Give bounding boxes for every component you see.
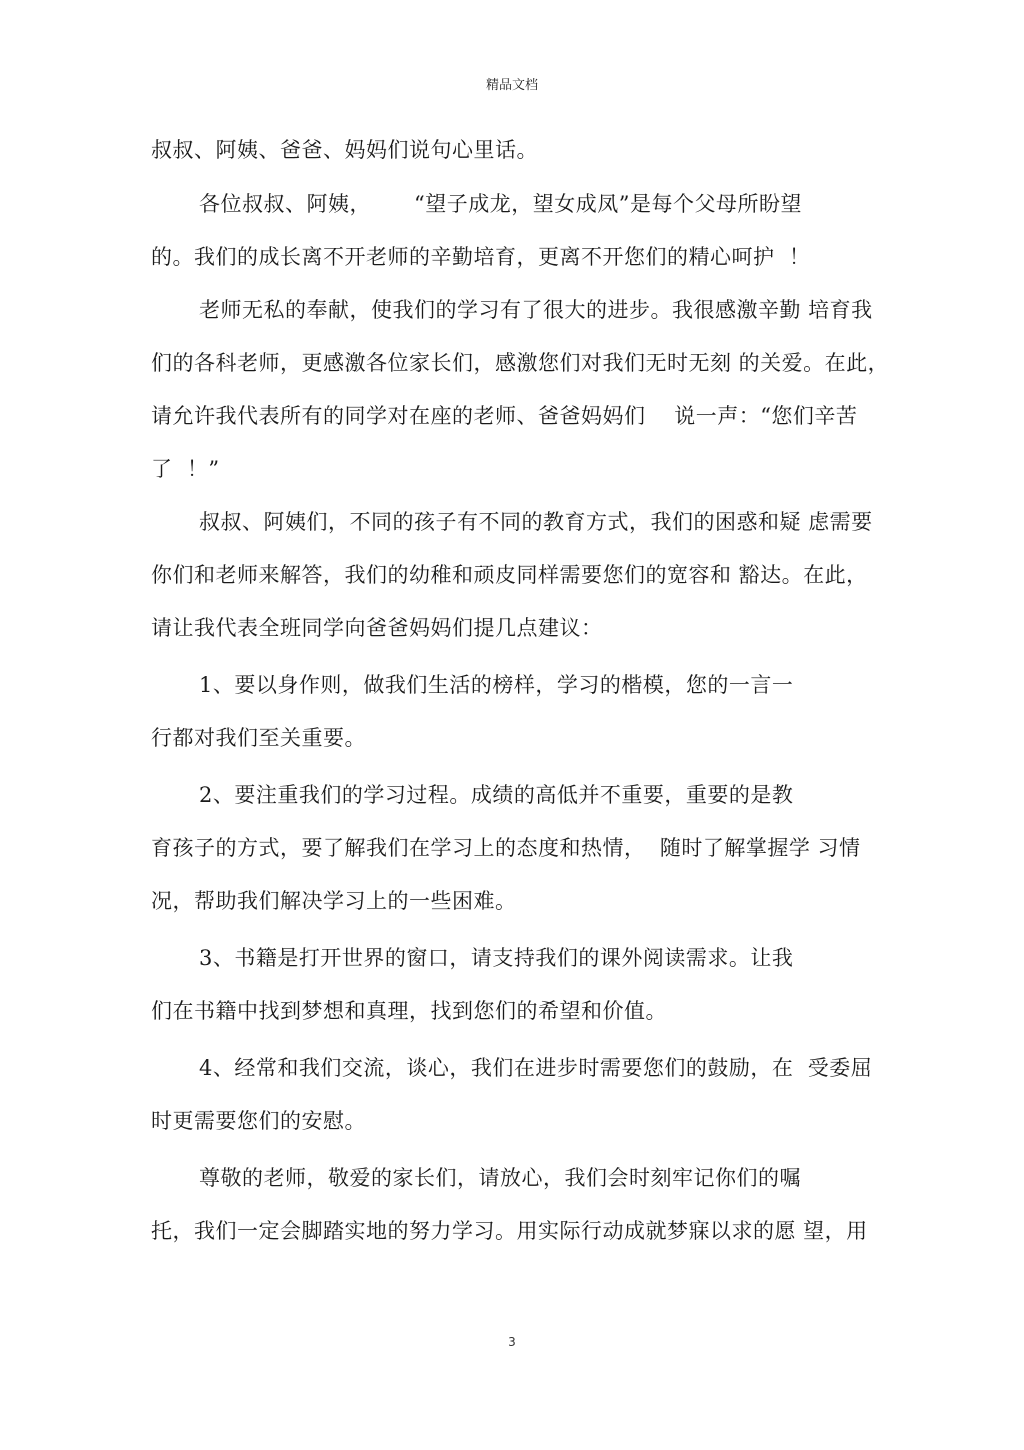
text-line: 尊敬的老师，敬爱的家长们，请放心，我们会时刻牢记你们的嘱 bbox=[199, 1166, 801, 1190]
text-line: 育孩子的方式，要了解我们在学习上的态度和热情， 随时了解掌握学 习情 bbox=[151, 836, 861, 860]
text-line: 4、经常和我们交流，谈心，我们在进步时需要您们的鼓励，在 受委屈 bbox=[199, 1056, 873, 1080]
text-line: 3、书籍是打开世界的窗口，请支持我们的课外阅读需求。让我 bbox=[199, 946, 794, 970]
text-line: 况，帮助我们解决学习上的一些困难。 bbox=[151, 889, 517, 913]
page-number: 3 bbox=[508, 1335, 516, 1349]
text-line: 们的各科老师，更感激各位家长们，感激您们对我们无时无刻 的关爱。在此， bbox=[151, 351, 890, 375]
text-line: 叔叔、阿姨、爸爸、妈妈们说句心里话。 bbox=[151, 138, 538, 162]
text-line: 请允许我代表所有的同学对在座的老师、爸爸妈妈们 说一声：“您们辛苦 bbox=[151, 404, 858, 428]
text-line: 老师无私的奉献，使我们的学习有了很大的进步。我很感激辛勤 培育我 bbox=[199, 298, 873, 322]
text-line: 时更需要您们的安慰。 bbox=[151, 1109, 366, 1133]
page-header-title: 精品文档 bbox=[485, 78, 538, 93]
text-line: 们在书籍中找到梦想和真理，找到您们的希望和价值。 bbox=[151, 999, 667, 1023]
text-line: 叔叔、阿姨们，不同的孩子有不同的教育方式，我们的困惑和疑 虑需要 bbox=[199, 510, 873, 534]
text-line: 托，我们一定会脚踏实地的努力学习。用实际行动成就梦寐以求的愿 望，用 bbox=[151, 1219, 868, 1243]
text-line: 请让我代表全班同学向爸爸妈妈们提几点建议： bbox=[151, 616, 603, 640]
text-line: 1、要以身作则，做我们生活的榜样，学习的楷模，您的一言一 bbox=[199, 673, 794, 697]
text-line: 行都对我们至关重要。 bbox=[151, 726, 366, 750]
text-line: 各位叔叔、阿姨， “望子成龙，望女成凤”是每个父母所盼望 bbox=[199, 192, 803, 216]
text-line: 了 ！” bbox=[151, 457, 220, 481]
text-line: 的。我们的成长离不开老师的辛勤培育，更离不开您们的精心呵护 ！ bbox=[151, 245, 811, 269]
text-line: 你们和老师来解答，我们的幼稚和顽皮同样需要您们的宽容和 豁达。在此， bbox=[151, 563, 868, 587]
text-line: 2、要注重我们的学习过程。成绩的高低并不重要，重要的是教 bbox=[199, 783, 794, 807]
